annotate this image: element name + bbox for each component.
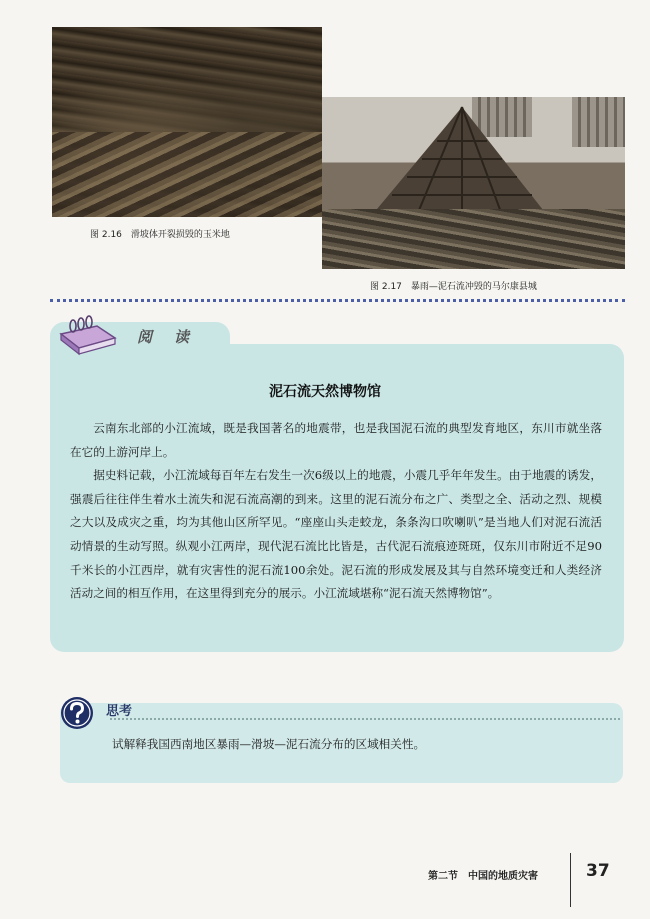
reading-label: 阅读 [137, 328, 212, 346]
footer-divider [570, 853, 571, 907]
think-question: 试解释我国西南地区暴雨—滑坡—泥石流分布的区域相关性。 [112, 737, 426, 751]
think-dotted-line [110, 718, 620, 720]
photo-rubble-texture [52, 132, 322, 217]
figure-caption-2-17: 图 2.17 暴雨—泥石流冲毁的马尔康县城 [370, 282, 537, 292]
article-body [70, 417, 602, 606]
question-mark-icon [60, 696, 94, 730]
page-number: 37 [586, 861, 610, 881]
article-paragraph: 云南东北部的小江流域，既是我国著名的地震带，也是我国泥石流的典型发育地区，东川市就坐落在它的上游河岸上。 [70, 421, 602, 459]
footer-section-title: 第二节 中国的地质灾害 [428, 871, 538, 882]
calendar-icon [57, 312, 119, 356]
dotted-divider [50, 299, 625, 302]
think-label: 思考 [106, 704, 133, 719]
article-heading: 泥石流天然博物馆 [269, 384, 381, 400]
photo-collapsed-roof [352, 105, 552, 220]
photo-cracked-cornfield [52, 27, 322, 217]
figure-caption-2-16: 图 2.16 滑坡体开裂损毁的玉米地 [90, 230, 230, 240]
photo-flooded-town [322, 97, 625, 269]
article-paragraph: 据史料记载，小江流域每百年左右发生一次6级以上的地震，小震几乎年年发生。由于地震的诱发，强震后往往伴生着水土流失和泥石流高潮的到来。这里的泥石流分布之广、类型之全、活动之烈、规模之大以及成灾之重，均为其他山区所罕见。“座座山头走蛟龙，条条沟口吹喇叭”是当地人们对泥石流活动情景的生动写照。纵观小江两岸，现代泥石流比比皆是，古代泥石流痕迹斑斑，仅东川市附近不足90千米长的小江西岸，就有灾害性的泥石流100余处。泥石流的形成发展及其与自然环境变迁和人类经济活动之间的相互作用，在这里得到充分的展示。小江流域堪称“泥石流天然博物馆”。 [70, 468, 602, 601]
photo-mud-ground [322, 209, 625, 269]
photo-building [572, 97, 625, 147]
